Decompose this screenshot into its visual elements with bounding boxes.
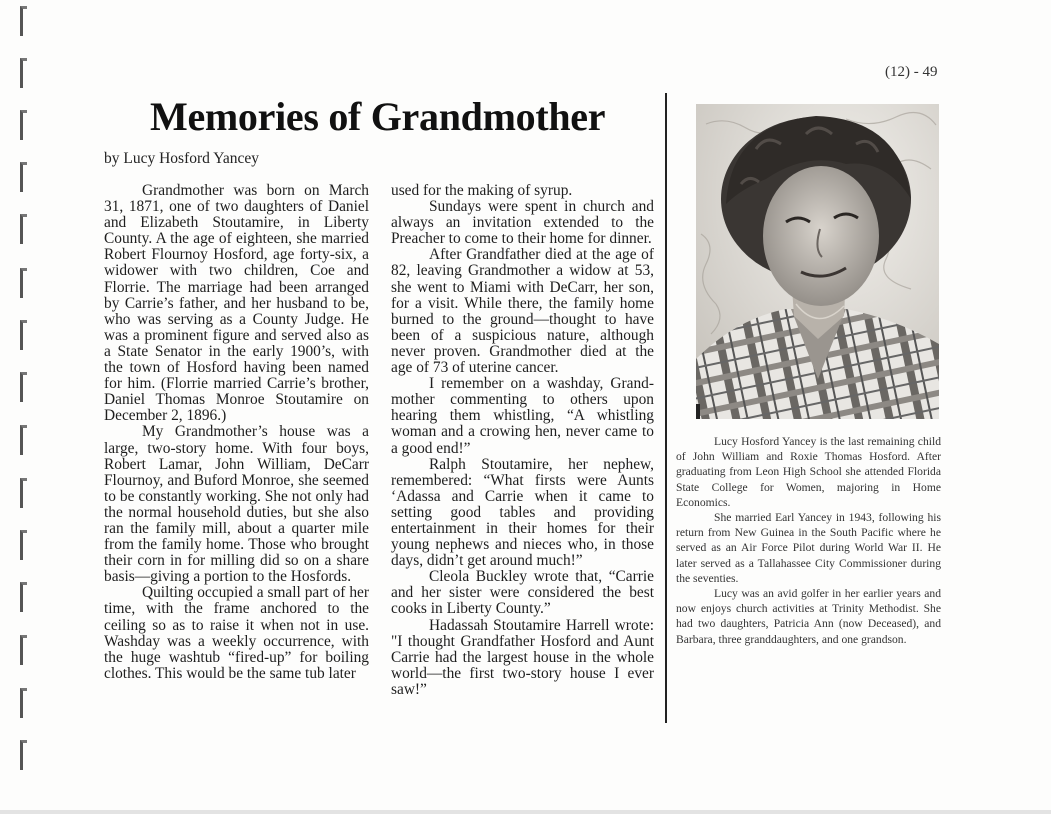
paragraph: Ralph Stoutamire, her nephew, remembered: “What firsts were Aunts ‘Adassa and Carrie when it came to setting good tables and providing entertainment in their homes for their young nephews and nieces who, in those days, didn’t get around much!” — [391, 455, 654, 570]
page-edge — [0, 810, 1051, 814]
binder-hole-icon — [20, 162, 27, 192]
paragraph: I remember on a washday, Grand-mother commenting to others upon hearing them whistling, “A whistling woman and a crowing hen, never came to a good end!” — [391, 375, 654, 457]
binder-hole-icon — [20, 635, 27, 665]
paragraph: Hadassah Stoutamire Harrell wrote: "I thought Grandfather Hosford and Aunt Carrie had the largest house in the whole world—the first two-story house I ever saw!” — [391, 616, 654, 698]
paragraph: My Grandmother’s house was a large, two-story home. With four boys, Robert Lamar, John William, DeCarr Flournoy, and Buford Monroe, she seemed to be constantly working. She not only had the normal household duties, but she also ran the family mill, about a quarter mile from the family home. Those who brought their corn in for milling did so on a share basis—giving a portion to the Hosfords. — [104, 423, 369, 586]
caption-paragraph: She married Earl Yancey in 1943, following his return from New Guinea in the South Pacific where he served as an Air Force Pilot during World War II. He later served as a Tallahassee City Commissioner during the seventies. — [676, 511, 941, 585]
binder-hole-icon — [20, 372, 27, 402]
binder-hole-icon — [20, 740, 27, 770]
caption-paragraph: Lucy Hosford Yancey is the last remaining child of John William and Roxie Thomas Hosford. After graduating from Leon High School she attended Florida State College for Women, majoring in Home Economics. — [676, 435, 941, 509]
binder-hole-icon — [20, 530, 27, 560]
paragraph: Cleola Buckley wrote that, “Carrie and her sister were considered the best cooks in Liberty County.” — [391, 568, 654, 618]
binder-hole-icon — [20, 268, 27, 298]
portrait-image-icon — [696, 104, 939, 419]
binder-hole-icon — [20, 688, 27, 718]
paragraph: Grandmother was born on March 31, 1871, one of two daughters of Daniel and Elizabeth Stoutamire, in Liberty County. A the age of eighteen, she married Robert Flournoy Hosford, age forty-six, a widower with two children, Coe and Florrie. The marriage had been arranged by Carrie’s father, and her husband to be, who was serving as a County Judge. He was a prominent figure and served also as a State Senator in the early 1900’s, with the town of Hosford having been named for him. (Florrie married Carrie’s brother, Daniel Thomas Monroe Stoutamire on December 2, 1896.) — [104, 182, 369, 425]
binder-holes — [0, 0, 40, 814]
caption-paragraph: Lucy was an avid golfer in her earlier years and now enjoys church activities at Trinity Methodist. She had two daughters, Patricia Ann (now Deceased), and Barbara, three granddaughters, and one grandson. — [676, 587, 941, 646]
binder-hole-icon — [20, 478, 27, 508]
paragraph: Quilting occupied a small part of her time, with the frame anchored to the ceiling so as to raise it when not in use. Washday was a weekly occurrence, with the huge washtub “fired-up” for boiling clothes. This would be the same tub later — [104, 584, 369, 682]
article-column-1 — [104, 183, 369, 682]
paragraph: After Grandfather died at the age of 82, leaving Grandmother a widow at 53, she went to Miami with DeCarr, her son, for a visit. While there, the family home burned to the ground—thought to have been of a suspicious nature, although never proven. Grandmother died at the age of 73 of uterine cancer. — [391, 246, 654, 377]
binder-hole-icon — [20, 58, 27, 88]
column-divider — [665, 93, 667, 723]
byline: by Lucy Hosford Yancey — [104, 150, 259, 167]
binder-hole-icon — [20, 6, 27, 36]
binder-hole-icon — [20, 582, 27, 612]
page-number: (12) - 49 — [885, 64, 938, 80]
article-title: Memories of Grandmother — [150, 94, 606, 139]
portrait-photo — [696, 104, 939, 419]
binder-hole-icon — [20, 110, 27, 140]
paragraph: used for the making of syrup. — [391, 182, 573, 199]
article-column-2 — [391, 183, 654, 698]
binder-hole-icon — [20, 425, 27, 455]
binder-hole-icon — [20, 214, 27, 244]
paragraph: Sundays were spent in church and always an invitation extended to the Preacher to come to their home for dinner. — [391, 198, 654, 248]
binder-hole-icon — [20, 320, 27, 350]
photo-caption — [676, 434, 941, 647]
